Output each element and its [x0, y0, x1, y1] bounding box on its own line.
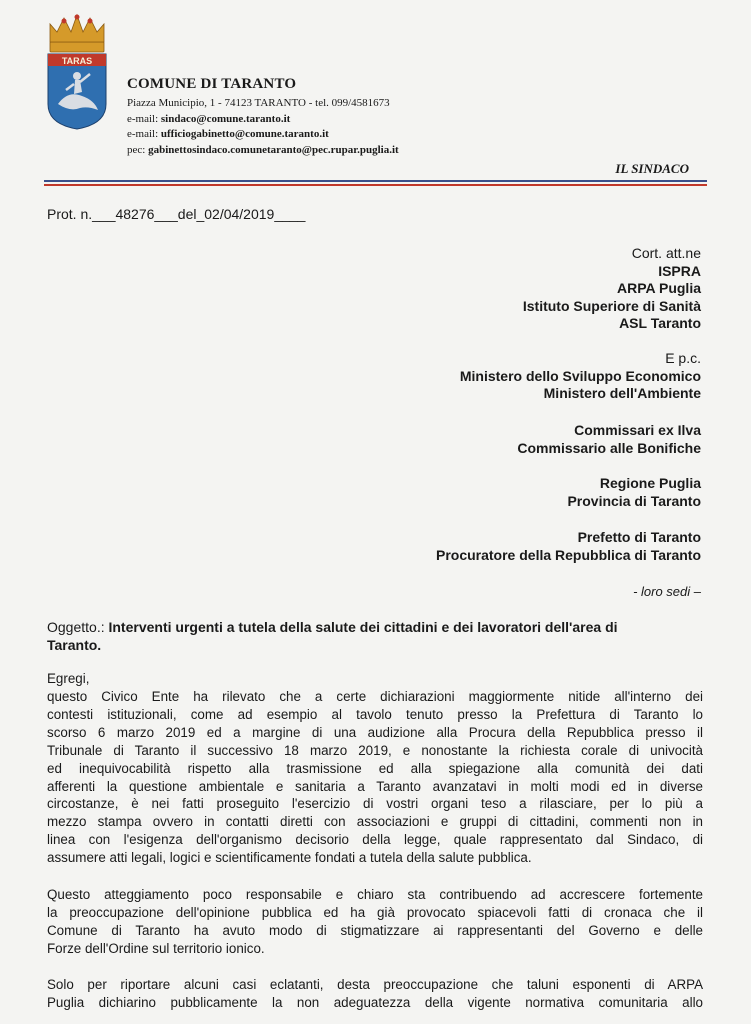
recipients-cc-2 [517, 422, 701, 457]
email-label-1: e-mail: [127, 112, 159, 125]
body-paragraph-1 [47, 688, 703, 867]
text-line: Tribunale di Taranto il successivo 18 marzo 2019, e nonostante la richiesta corale di univocità [47, 742, 703, 758]
cc-recipient: Commissari ex Ilva [574, 422, 701, 438]
text-line: Questo atteggiamento poco responsabile e chiaro sta contribuendo ad accrescere fortemente [47, 887, 703, 902]
cc-recipient: Ministero dell'Ambiente [543, 385, 701, 401]
cc-recipient: Prefetto di Taranto [577, 529, 701, 545]
cc-recipient: Procuratore della Repubblica di Taranto [435, 546, 701, 563]
org-name: COMUNE DI TARANTO [127, 76, 297, 92]
recipient: ARPA Puglia [616, 280, 701, 296]
cc-recipient: Regione Puglia [599, 475, 701, 491]
header-rule-red [44, 184, 707, 186]
pec-line [127, 143, 399, 159]
subject-label: Oggetto.: [47, 619, 105, 635]
ep-label: E p.c. [665, 350, 701, 366]
text-line: afferenti la questione ambientale e sanitaria a Taranto avanzatavi in molti modi ed in diverse [47, 778, 703, 794]
email-label-2: e-mail: [127, 128, 159, 140]
cort-label: Cort. att.ne [631, 245, 701, 261]
loro-sedi: - loro sedi – [633, 584, 701, 599]
protocol-number: Prot. n.___48276___del_02/04/2019____ [47, 206, 306, 222]
org-address: Piazza Municipio, 1 - 74123 TARANTO - tel. 099/4581673 [127, 97, 390, 109]
recipient: Istituto Superiore di Sanità [522, 297, 701, 314]
cc-recipient: Provincia di Taranto [567, 492, 701, 509]
recipient: ASL Taranto [619, 315, 701, 331]
cc-recipient: Commissario alle Bonifiche [517, 439, 701, 456]
office-title: IL SINDACO [615, 161, 689, 176]
subject-line-2: Taranto. [47, 637, 102, 653]
city-crest-icon [44, 12, 110, 130]
text-line: ed inequivocabilità rispetto alla trasmissione ed alla spiegazione alla comunità dei dati [47, 760, 703, 776]
text-line: circostanze, è nei fatti proseguito l'esercizio di vostri organi teso a rilasciare, per lo più a [47, 796, 703, 812]
org-header [127, 76, 399, 158]
body-paragraph-2 [47, 886, 703, 958]
salutation-text: Egregi, [47, 671, 90, 686]
text-line: Comune di Taranto ha avuto modo di stigmatizzare ai rappresentanti del Governo e delle [47, 922, 703, 938]
recipient: ISPRA [658, 262, 701, 279]
subject-line-1: Interventi urgenti a tutela della salute dei cittadini e dei lavoratori dell'area di [108, 619, 618, 635]
text-line: linea con l'esigenza dell'organismo decisorio della legge, quale rappresentato dal Sindaco, di [47, 832, 703, 848]
text-line: Puglia dichiarino pubblicamente la non adeguatezza della vigente normativa comunitaria allo [47, 994, 703, 1010]
email-line-1 [127, 112, 399, 128]
text-line: mezzo stampa ovvero in contatti diretti con associazioni e gruppi di cittadini, commenti non in [47, 814, 703, 830]
text-line: scorso 6 marzo 2019 ed a margine di una audizione alla Procura della Repubblica presso il [47, 724, 703, 740]
subject [47, 618, 707, 654]
text-line: assumere atti legali, logici e scientificamente fondati a tutela della salute pubblica. [47, 850, 532, 866]
text-line: Forze dell'Ordine sul territorio ionico. [47, 940, 265, 956]
email-link-2[interactable]: ufficiogabinetto@comune.taranto.it [160, 128, 329, 140]
email-link-1[interactable]: sindaco@comune.taranto.it [160, 112, 291, 125]
salutation [47, 670, 703, 688]
text-line: questo Civico Ente ha rilevato che a certe dichiarazioni maggiormente nitide all'interno dei [47, 689, 703, 704]
cc-recipient: Ministero dello Sviluppo Economico [459, 367, 701, 384]
crest-motto: TARAS [61, 56, 93, 66]
header-rule-blue [44, 180, 707, 182]
recipients-main [523, 245, 701, 333]
text-line: Solo per riportare alcuni casi eclatanti, desta preoccupazione che taluni esponenti di ARPA [47, 977, 703, 992]
recipients-cc-3 [567, 475, 701, 510]
pec-link[interactable]: gabinettosindaco.comunetaranto@pec.rupar.puglia.it [148, 143, 399, 156]
recipients-cc-1 [460, 350, 701, 403]
email-line-2 [127, 127, 399, 143]
text-line: contesti istituzionali, come ad esempio al tavolo tenuto presso la Prefettura di Taranto lo [47, 706, 703, 722]
text-line: la preoccupazione dell'opinione pubblica ed ha già provocato spiacevoli fatti di cronaca che il [47, 904, 703, 920]
pec-label: pec: [127, 143, 146, 156]
body-paragraph-3 [47, 976, 703, 1012]
recipients-cc-4 [436, 529, 701, 564]
